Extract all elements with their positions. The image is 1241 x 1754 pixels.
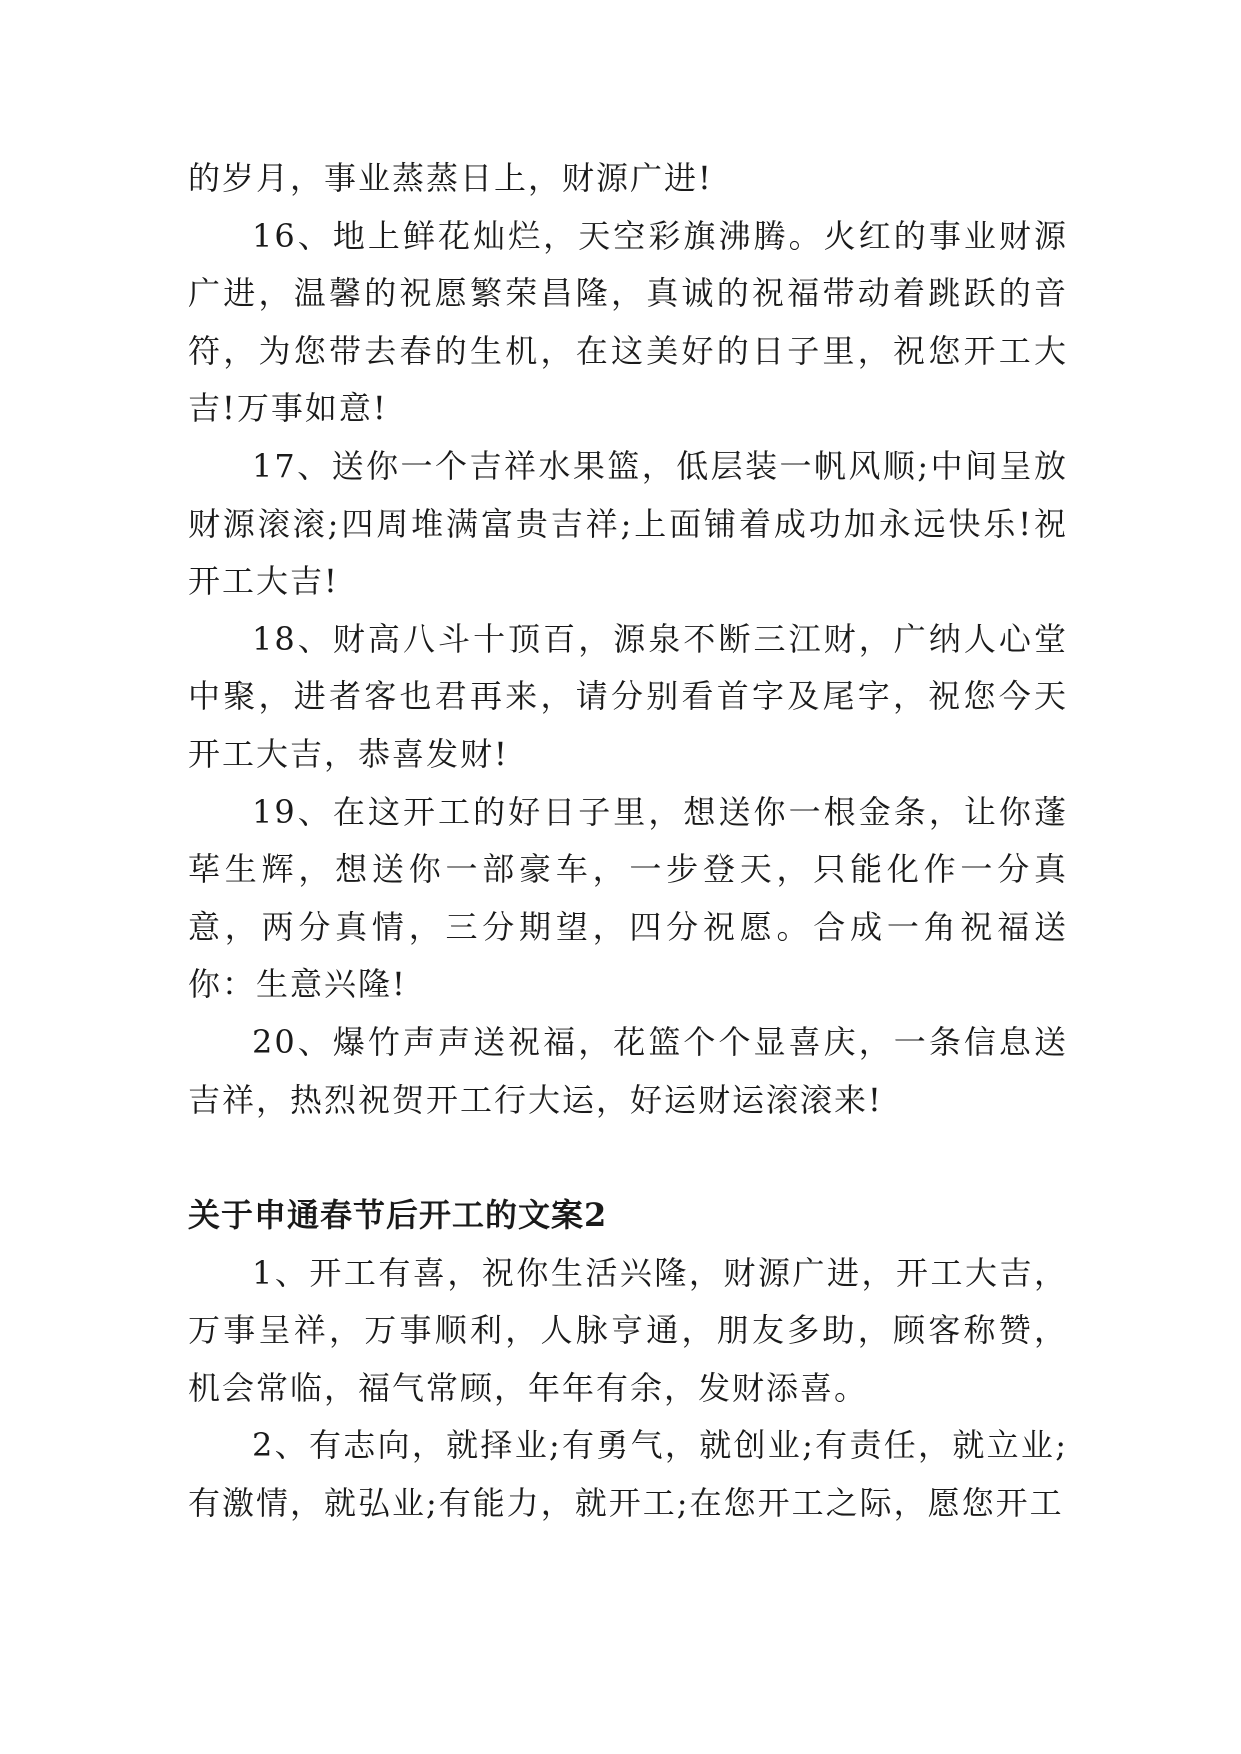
continued-paragraph: 的岁月，事业蒸蒸日上，财源广进! — [188, 159, 713, 197]
list-item-17: 17、送你一个吉祥水果篮，低层装一帆风顺;中间呈放财源滚滚;四周堆满富贵吉祥;上面铺着成功加永远快乐!祝开工大吉! — [188, 446, 1068, 601]
list-item-16: 16、地上鲜花灿烂，天空彩旗沸腾。火红的事业财源广进，温馨的祝愿繁荣昌隆，真诚的祝福带动着跳跃的音符，为您带去春的生机，在这美好的日子里，祝您开工大吉!万事如意! — [188, 216, 1068, 428]
list-item-18: 18、财高八斗十顶百，源泉不断三江财，广纳人心堂中聚，进者客也君再来，请分别看首字及尾字，祝您今天开工大吉，恭喜发财! — [188, 619, 1068, 773]
list-item-20: 20、爆竹声声送祝福，花篮个个显喜庆，一条信息送吉祥，热烈祝贺开工行大运，好运财运滚滚来! — [188, 1022, 1068, 1119]
document-page — [188, 150, 1068, 1533]
list-item-2: 2、有志向，就择业;有勇气，就创业;有责任，就立业;有激情，就弘业;有能力，就开工;在您开工之际，愿您开工 — [188, 1426, 1068, 1523]
list-item-19: 19、在这开工的好日子里，想送你一根金条，让你蓬荜生辉，想送你一部豪车，一步登天，只能化作一分真意，两分真情，三分期望，四分祝愿。合成一角祝福送你：生意兴隆! — [188, 792, 1068, 1004]
list-item-1: 1、开工有喜，祝你生活兴隆，财源广进，开工大吉，万事呈祥，万事顺利，人脉亨通，朋友多助，顾客称赞，机会常临，福气常顾，年年有余，发财添喜。 — [188, 1253, 1068, 1407]
section-heading: 关于申通春节后开工的文案2 — [188, 1196, 608, 1235]
